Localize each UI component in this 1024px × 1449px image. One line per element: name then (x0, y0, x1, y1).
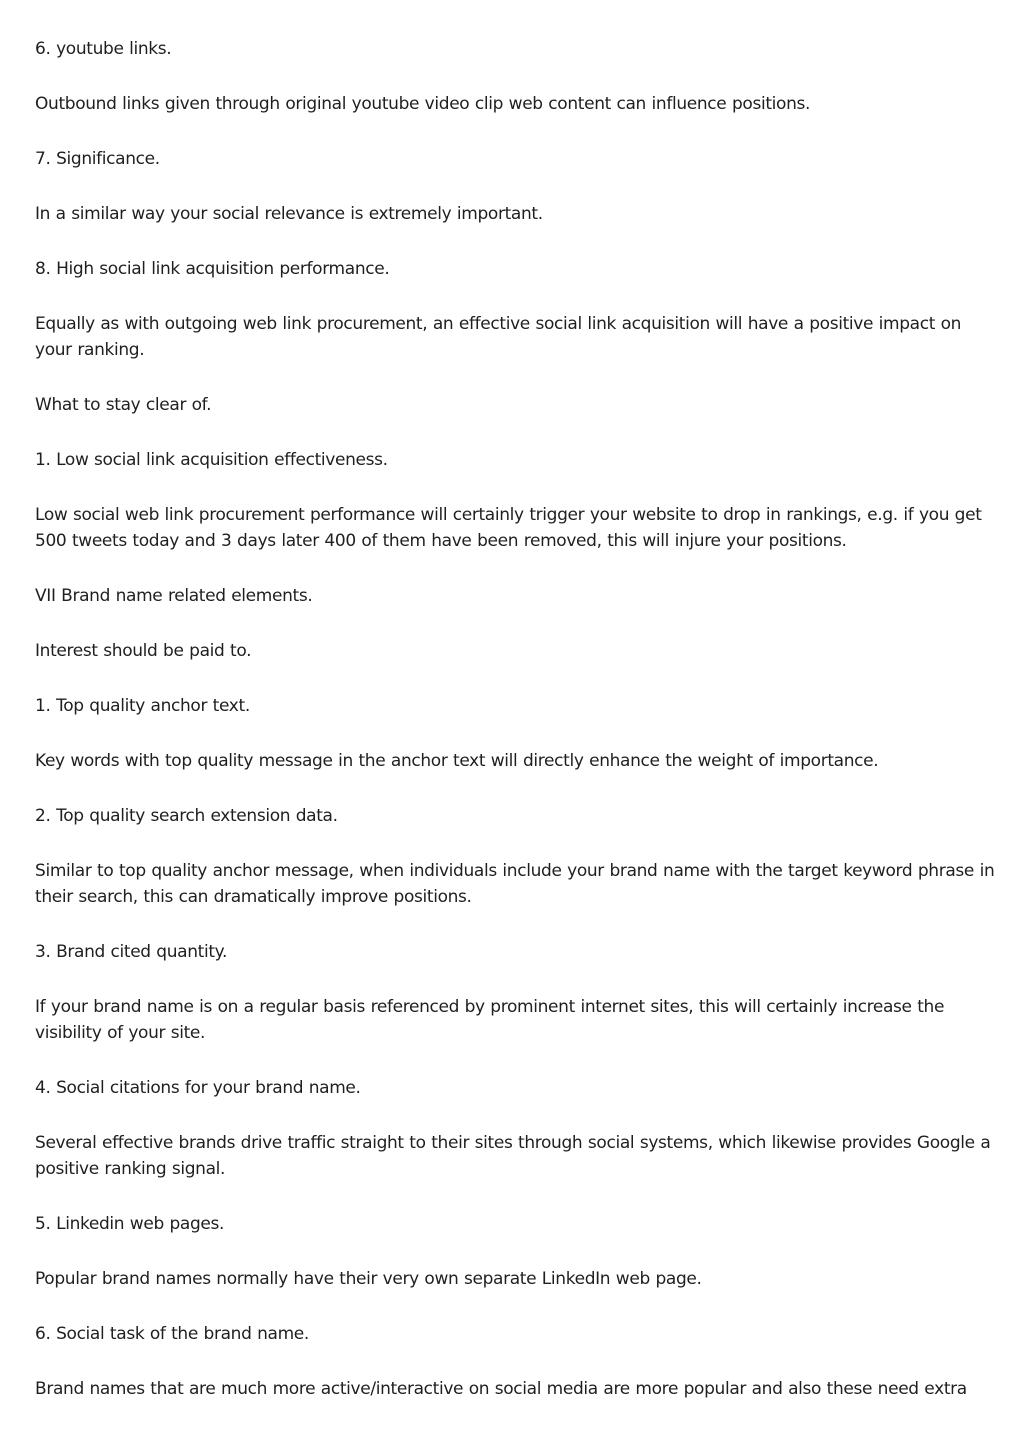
section-subheading-interest: Interest should be paid to. (35, 641, 252, 661)
list-item-anchor-text: 1. Top quality anchor text. (35, 696, 250, 716)
list-item-youtube-links: 6. youtube links. (35, 39, 172, 59)
list-item-linkedin-pages: 5. Linkedin web pages. (35, 1214, 225, 1234)
paragraph-active-brands: Brand names that are much more active/interactive on social media are more popular and also these need extra (35, 1379, 967, 1399)
list-item-high-social-link-acquisition: 8. High social link acquisition performance. (35, 259, 390, 279)
list-item-social-citations: 4. Social citations for your brand name. (35, 1078, 361, 1098)
section-heading-what-to-avoid: What to stay clear of. (35, 395, 212, 415)
list-item-social-task: 6. Social task of the brand name. (35, 1324, 309, 1344)
list-item-significance: 7. Significance. (35, 149, 160, 169)
paragraph-social-traffic: Several effective brands drive traffic straight to their sites through social systems, which likewise provides Google a positive ranking signal. (35, 1133, 991, 1179)
list-item-low-social-link-acquisition: 1. Low social link acquisition effectiveness. (35, 450, 388, 470)
section-heading-brand-elements: VII Brand name related elements. (35, 586, 313, 606)
paragraph-outbound-links: Outbound links given through original youtube video clip web content can influence positions. (35, 94, 811, 114)
paragraph-outgoing-link-procurement: Equally as with outgoing web link procurement, an effective social link acquisition will have a positive impact on your ranking. (35, 314, 962, 360)
paragraph-low-procurement-performance: Low social web link procurement performance will certainly trigger your website to drop in rankings, e.g. if you get 500 tweets today and 3 days later 400 of them have been removed, this will injure your positions. (35, 505, 982, 551)
list-item-brand-cited-quantity: 3. Brand cited quantity. (35, 942, 228, 962)
paragraph-brand-citations: If your brand name is on a regular basis referenced by prominent internet sites, this will certainly increase the visibility of your site. (35, 997, 945, 1043)
paragraph-search-extension: Similar to top quality anchor message, when individuals include your brand name with the target keyword phrase in their search, this can dramatically improve positions. (35, 861, 995, 907)
document-page (35, 36, 995, 1431)
paragraph-anchor-text: Key words with top quality message in the anchor text will directly enhance the weight of importance. (35, 751, 879, 771)
list-item-search-extension-data: 2. Top quality search extension data. (35, 806, 338, 826)
paragraph-linkedin: Popular brand names normally have their very own separate LinkedIn web page. (35, 1269, 702, 1289)
paragraph-social-relevance: In a similar way your social relevance is extremely important. (35, 204, 543, 224)
